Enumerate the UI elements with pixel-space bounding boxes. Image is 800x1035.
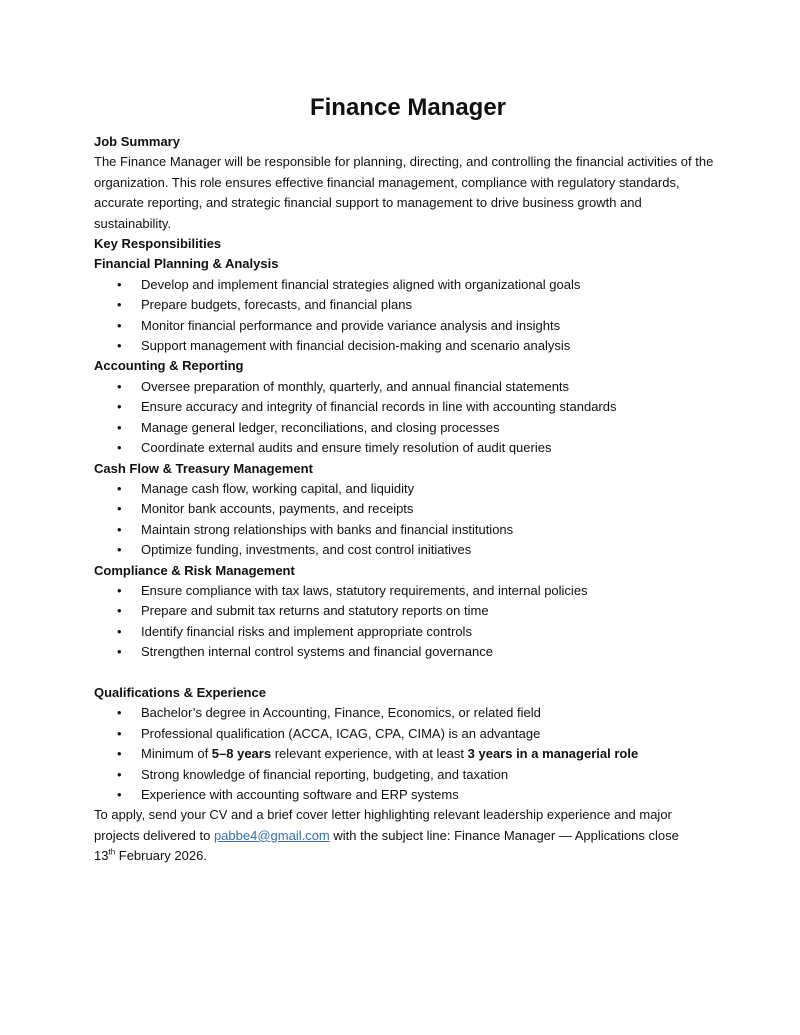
document-page bbox=[94, 94, 714, 867]
bullet-icon: • bbox=[117, 378, 122, 394]
experience-years: 5–8 years bbox=[211, 746, 272, 762]
page-title: Finance Manager bbox=[309, 94, 507, 121]
list-item: • Ensure accuracy and integrity of financial records in line with accounting standards bbox=[94, 397, 714, 417]
job-summary-heading: Job Summary bbox=[94, 134, 180, 149]
bullet-icon: • bbox=[117, 276, 122, 292]
spacer bbox=[94, 663, 714, 683]
list-item: • Coordinate external audits and ensure timely resolution of audit queries bbox=[94, 438, 714, 458]
list-item: • Experience with accounting software and ERP systems bbox=[94, 785, 714, 805]
bullet-list bbox=[94, 479, 714, 561]
application-instructions: To apply, send your CV and a brief cover letter highlighting relevant leadership experience and major projects delivered to pabbe4@gmail.com with the subject line: Finance Manager — Applications close 13th February 2026. bbox=[94, 807, 679, 864]
list-item: • Minimum of 5–8 years relevant experience, with at least 3 years in a managerial role bbox=[94, 744, 714, 764]
list-item: • Ensure compliance with tax laws, statutory requirements, and internal policies bbox=[94, 581, 714, 601]
bullet-icon: • bbox=[117, 440, 122, 456]
bullet-icon: • bbox=[117, 705, 122, 721]
list-item: • Strengthen internal control systems and financial governance bbox=[94, 642, 714, 662]
qualifications-list bbox=[94, 703, 714, 805]
bullet-icon: • bbox=[117, 317, 122, 333]
list-item: • Manage general ledger, reconciliations, and closing processes bbox=[94, 418, 714, 438]
section-heading-compliance-risk: Compliance & Risk Management bbox=[94, 562, 295, 578]
section-heading-accounting-reporting: Accounting & Reporting bbox=[94, 358, 244, 374]
managerial-years: 3 years in a managerial role bbox=[467, 746, 639, 762]
bullet-icon: • bbox=[117, 542, 122, 558]
email-link[interactable]: pabbe4@gmail.com bbox=[213, 827, 330, 843]
section-heading-financial-planning: Financial Planning & Analysis bbox=[94, 256, 279, 272]
bullet-icon: • bbox=[117, 786, 122, 802]
qualifications-heading: Qualifications & Experience bbox=[94, 684, 266, 700]
bullet-list bbox=[94, 377, 714, 459]
bullet-icon: • bbox=[117, 603, 122, 619]
list-item: • Manage cash flow, working capital, and liquidity bbox=[94, 479, 714, 499]
list-item: • Develop and implement financial strategies aligned with organizational goals bbox=[94, 275, 714, 295]
bullet-list bbox=[94, 275, 714, 357]
bullet-icon: • bbox=[117, 582, 122, 598]
list-item: • Strong knowledge of financial reporting, budgeting, and taxation bbox=[94, 765, 714, 785]
bullet-icon: • bbox=[117, 623, 122, 639]
list-item: • Optimize funding, investments, and cost control initiatives bbox=[94, 540, 714, 560]
list-item: • Monitor bank accounts, payments, and receipts bbox=[94, 499, 714, 519]
bullet-icon: • bbox=[117, 338, 122, 354]
bullet-icon: • bbox=[117, 480, 122, 496]
list-item: • Identify financial risks and implement appropriate controls bbox=[94, 622, 714, 642]
list-item: • Prepare and submit tax returns and statutory reports on time bbox=[94, 601, 714, 621]
bullet-icon: • bbox=[117, 521, 122, 537]
bullet-list bbox=[94, 581, 714, 663]
list-item: • Professional qualification (ACCA, ICAG, CPA, CIMA) is an advantage bbox=[94, 724, 714, 744]
job-summary-text: The Finance Manager will be responsible for planning, directing, and controlling the financial activities of the organization. This role ensures effective financial management, compliance with regulatory standards, accurate reporting, and strategic financial support to management to drive business growth and sustainability. bbox=[94, 154, 714, 231]
list-item: • Bachelor’s degree in Accounting, Finance, Economics, or related field bbox=[94, 703, 714, 723]
bullet-icon: • bbox=[117, 766, 122, 782]
bullet-icon: • bbox=[117, 297, 122, 313]
bullet-icon: • bbox=[117, 746, 122, 762]
list-item: • Prepare budgets, forecasts, and financial plans bbox=[94, 295, 714, 315]
list-item: • Monitor financial performance and provide variance analysis and insights bbox=[94, 316, 714, 336]
section-heading-cash-flow-treasury: Cash Flow & Treasury Management bbox=[94, 460, 313, 476]
list-item: • Maintain strong relationships with banks and financial institutions bbox=[94, 520, 714, 540]
bullet-icon: • bbox=[117, 399, 122, 415]
bullet-icon: • bbox=[117, 419, 122, 435]
list-item: • Support management with financial decision-making and scenario analysis bbox=[94, 336, 714, 356]
bullet-icon: • bbox=[117, 644, 122, 660]
key-responsibilities-heading: Key Responsibilities bbox=[94, 236, 222, 252]
list-item: • Oversee preparation of monthly, quarterly, and annual financial statements bbox=[94, 377, 714, 397]
bullet-icon: • bbox=[117, 501, 122, 517]
bullet-icon: • bbox=[117, 725, 122, 741]
